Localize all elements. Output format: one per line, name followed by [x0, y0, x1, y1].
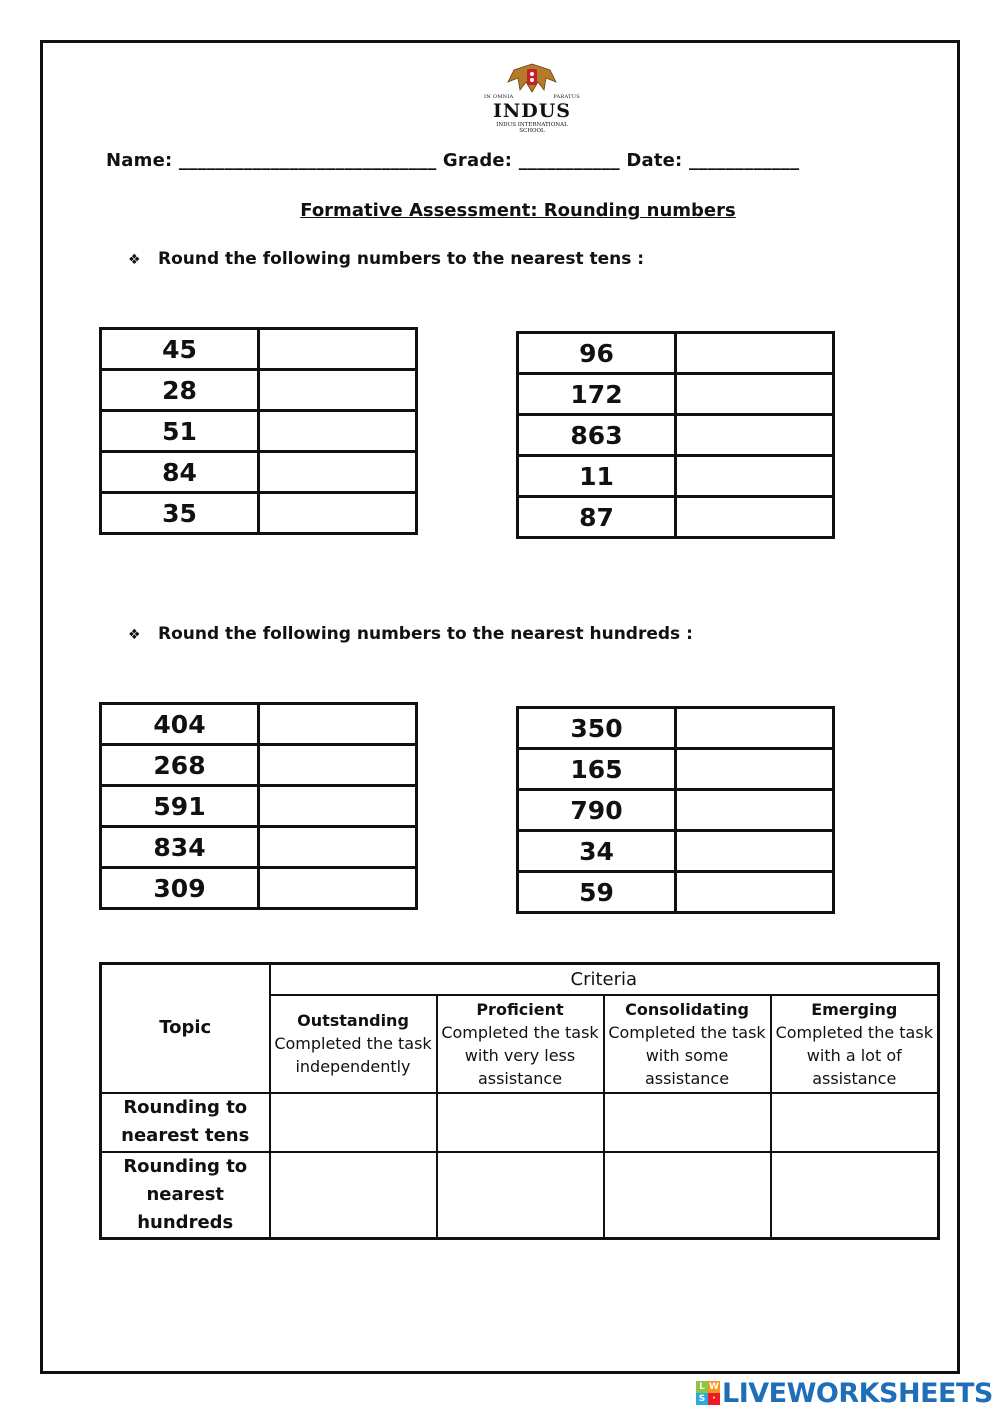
answer-cell[interactable] [259, 704, 417, 745]
number-cell: 350 [518, 708, 676, 749]
table-row [518, 708, 834, 749]
table-row [518, 872, 834, 913]
topic-cell: Rounding to nearest hundreds [101, 1152, 270, 1239]
level-name: Proficient [476, 999, 564, 1019]
liveworksheets-logo [696, 1378, 993, 1408]
table-row [101, 868, 417, 909]
answer-cell[interactable] [259, 745, 417, 786]
rubric-cell[interactable] [437, 1093, 604, 1152]
answer-cell[interactable] [676, 872, 834, 913]
number-cell: 790 [518, 790, 676, 831]
answer-cell[interactable] [259, 452, 417, 493]
number-cell: 268 [101, 745, 259, 786]
date-label: Date: [626, 150, 683, 171]
answer-cell[interactable] [676, 497, 834, 538]
table-row [518, 831, 834, 872]
table-row [101, 704, 417, 745]
answer-cell[interactable] [676, 831, 834, 872]
topic-cell: Rounding to nearest tens [101, 1093, 270, 1152]
rubric-cell[interactable] [604, 1152, 771, 1239]
answer-cell[interactable] [676, 790, 834, 831]
grade-label: Grade: [442, 150, 513, 171]
answer-cell[interactable] [259, 493, 417, 534]
level-desc: Completed the task independently [274, 1034, 432, 1076]
liveworksheets-wordmark: LIVEWORKSHEETS [722, 1377, 993, 1409]
table-row [101, 370, 417, 411]
table-row [518, 415, 834, 456]
table-row [518, 497, 834, 538]
answer-cell[interactable] [259, 370, 417, 411]
level-header [604, 995, 771, 1093]
criteria-header: Criteria [270, 964, 939, 995]
school-logo [484, 60, 580, 132]
page-title: Formative Assessment: Rounding numbers [300, 200, 736, 221]
table-row [101, 1093, 939, 1152]
number-cell: 96 [518, 333, 676, 374]
date-field[interactable]: ____________ [688, 150, 800, 171]
table-row [101, 411, 417, 452]
number-cell: 87 [518, 497, 676, 538]
liveworksheets-mark-icon [696, 1381, 720, 1405]
name-field[interactable]: ____________________________ [178, 150, 437, 171]
diamond-bullet-icon: ❖ [128, 252, 141, 268]
answer-cell[interactable] [676, 708, 834, 749]
name-label: Name: [106, 150, 173, 171]
number-cell: 34 [518, 831, 676, 872]
table-row [518, 790, 834, 831]
level-name: Consolidating [625, 999, 749, 1019]
rubric-cell[interactable] [604, 1093, 771, 1152]
number-cell: 165 [518, 749, 676, 790]
rubric-cell[interactable] [270, 1093, 437, 1152]
answer-cell[interactable] [676, 333, 834, 374]
logo-subtitle: INDUS INTERNATIONAL SCHOOL [496, 122, 568, 134]
grade-field[interactable]: ___________ [518, 150, 620, 171]
answer-cell[interactable] [676, 749, 834, 790]
table-row [101, 827, 417, 868]
instruction-tens: ❖ Round the following numbers to the nearest tens : [128, 249, 645, 269]
mark-letter: L [696, 1381, 708, 1393]
number-cell: 84 [101, 452, 259, 493]
level-name: Outstanding [297, 1011, 409, 1030]
table-row [101, 452, 417, 493]
rubric-cell[interactable] [437, 1152, 604, 1239]
table-row [101, 1152, 939, 1239]
number-cell: 11 [518, 456, 676, 497]
student-fields [106, 150, 799, 171]
hundreds-table-left [99, 702, 418, 910]
table-row [518, 333, 834, 374]
instruction-hundreds: ❖ Round the following numbers to the nearest hundreds : [128, 624, 693, 644]
number-cell: 28 [101, 370, 259, 411]
level-name: Emerging [811, 999, 898, 1019]
answer-cell[interactable] [259, 827, 417, 868]
rubric-cell[interactable] [771, 1152, 939, 1239]
tens-table-left [99, 327, 418, 535]
table-row [518, 749, 834, 790]
level-desc: Completed the task with very less assistance [441, 1022, 599, 1088]
number-cell: 172 [518, 374, 676, 415]
answer-cell[interactable] [259, 786, 417, 827]
answer-cell[interactable] [676, 415, 834, 456]
table-row [101, 329, 417, 370]
number-cell: 59 [518, 872, 676, 913]
level-desc: Completed the task with a lot of assistance [775, 1022, 933, 1088]
rubric-table [99, 962, 940, 1240]
number-cell: 45 [101, 329, 259, 370]
rubric-cell[interactable] [270, 1152, 437, 1239]
answer-cell[interactable] [676, 456, 834, 497]
number-cell: 591 [101, 786, 259, 827]
crest-icon [484, 60, 580, 96]
motto-right: PARATUS [553, 94, 580, 100]
table-row [518, 374, 834, 415]
level-header [270, 995, 437, 1093]
rubric-cell[interactable] [771, 1093, 939, 1152]
level-header [771, 995, 939, 1093]
mark-letter: · [708, 1393, 720, 1405]
answer-cell[interactable] [676, 374, 834, 415]
number-cell: 35 [101, 493, 259, 534]
logo-brand: INDUS [492, 100, 572, 122]
answer-cell[interactable] [259, 329, 417, 370]
diamond-bullet-icon: ❖ [128, 627, 141, 643]
table-row [101, 786, 417, 827]
answer-cell[interactable] [259, 868, 417, 909]
hundreds-table-right [516, 706, 835, 914]
number-cell: 51 [101, 411, 259, 452]
level-header [437, 995, 604, 1093]
level-desc: Completed the task with some assistance [608, 1022, 766, 1088]
table-row [518, 456, 834, 497]
number-cell: 834 [101, 827, 259, 868]
mark-letter: W [709, 1382, 719, 1392]
tens-table-right [516, 331, 835, 539]
mark-letter: S [696, 1393, 708, 1405]
motto-left: IN OMNIA [484, 94, 514, 100]
topic-header: Topic [101, 964, 270, 1093]
number-cell: 863 [518, 415, 676, 456]
table-row [101, 745, 417, 786]
answer-cell[interactable] [259, 411, 417, 452]
number-cell: 309 [101, 868, 259, 909]
number-cell: 404 [101, 704, 259, 745]
table-row [101, 493, 417, 534]
